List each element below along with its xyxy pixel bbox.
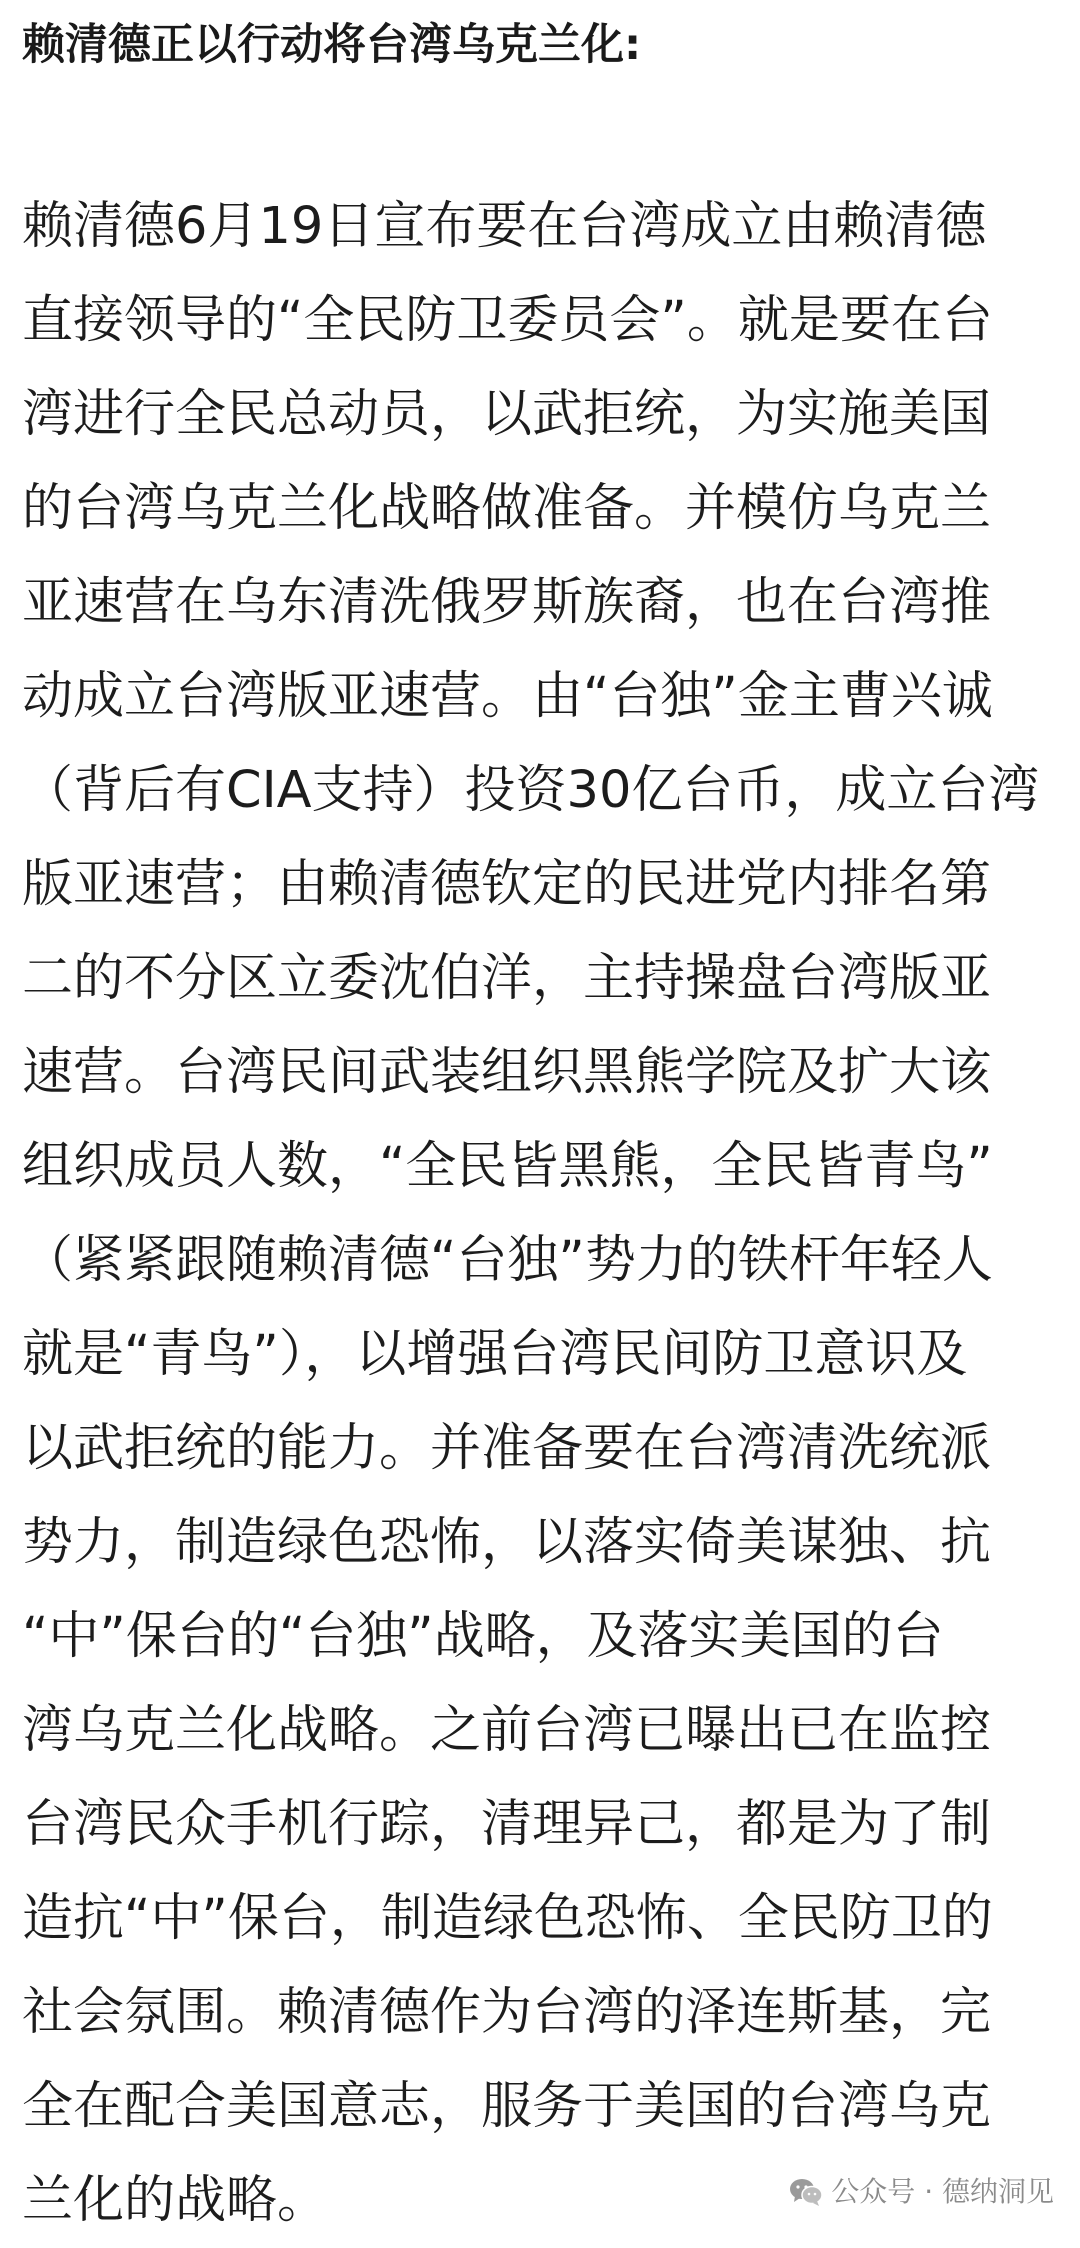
article-line: “中”保台的“台独”战略，及落实美国的台 [22,1607,944,1666]
article-line: 动成立台湾版亚速营。由“台独”金主曹兴诚 [22,667,993,726]
wechat-icon [789,2177,823,2207]
article-line: 组织成员人数，“全民皆黑熊，全民皆青鸟” [22,1137,993,1196]
article-line: （背后有CIA支持）投资30亿台币，成立台湾 [22,761,1040,820]
source-watermark [789,2172,1054,2212]
article-line: 的台湾乌克兰化战略做准备。并模仿乌克兰 [22,479,992,538]
article-line: 台湾民众手机行踪，清理异己，都是为了制 [22,1795,992,1854]
article-line: 赖清德6月19日宣布要在台湾成立由赖清德 [22,197,987,256]
article-line: 就是“青鸟”），以增强台湾民间防卫意识及 [22,1325,968,1384]
article-line: 全在配合美国意志，服务于美国的台湾乌克 [22,2077,992,2136]
article-line: （紧紧跟随赖清德“台独”势力的铁杆年轻人 [22,1231,993,1290]
watermark-text: 公众号 · 德纳洞见 [831,2175,1054,2208]
article-line: 直接领导的“全民防卫委员会”。就是要在台 [22,291,993,350]
article-line: 社会氛围。赖清德作为台湾的泽连斯基，完 [22,1983,992,2042]
article-line: 造抗“中”保台，制造绿色恐怖、全民防卫的 [22,1889,993,1948]
article-line: 势力，制造绿色恐怖，以落实倚美谋独、抗 [22,1513,992,1572]
article-line: 湾进行全民总动员，以武拒统，为实施美国 [22,385,992,444]
article-line: 亚速营在乌东清洗俄罗斯族裔，也在台湾推 [22,573,992,632]
article-line: 二的不分区立委沈伯洋，主持操盘台湾版亚 [22,949,992,1008]
article-line: 兰化的战略。 [22,2171,329,2230]
article-line: 湾乌克兰化战略。之前台湾已曝出已在监控 [22,1701,992,1760]
article-line: 以武拒统的能力。并准备要在台湾清洗统派 [22,1419,992,1478]
article-line: 版亚速营；由赖清德钦定的民进党内排名第 [22,855,992,914]
article-body [22,180,1062,2248]
article-title: 赖清德正以行动将台湾乌克兰化: [22,20,642,70]
article-line: 速营。台湾民间武装组织黑熊学院及扩大该 [22,1043,992,1102]
